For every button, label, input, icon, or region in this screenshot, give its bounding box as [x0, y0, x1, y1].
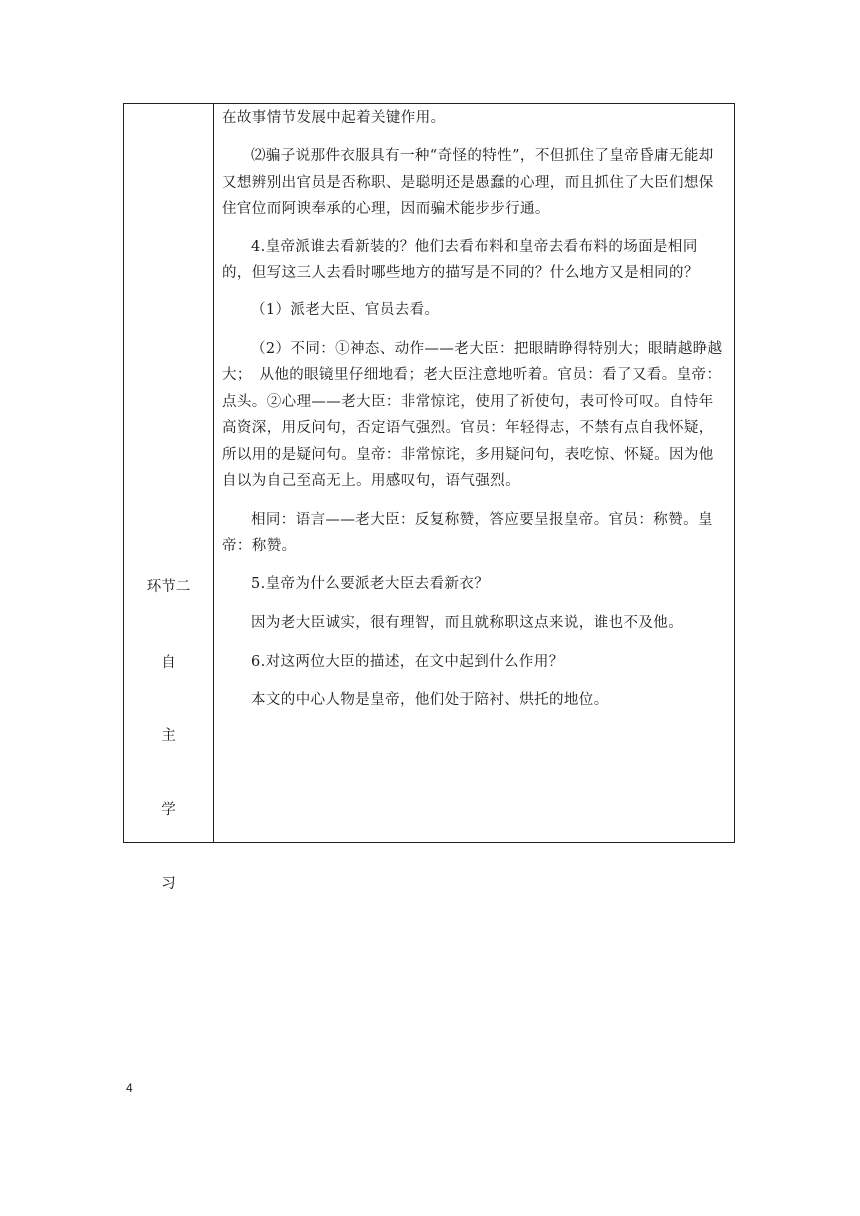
- answer: （1）派老大臣、官员去看。: [251, 301, 440, 318]
- section-char: 学: [161, 802, 176, 818]
- answer: 因为老大臣诚实，很有理智，而且就称职这点来说，谁也不及他。: [251, 614, 684, 631]
- answer: 本文的中心人物是皇帝，他们处于陪衬、烘托的地位。: [251, 691, 609, 708]
- page-number: 4: [126, 1081, 133, 1095]
- section-char: 主: [161, 728, 176, 744]
- section-label-cell: [124, 104, 214, 892]
- question-5: 5.皇帝为什么要派老大臣去看新衣？: [251, 575, 490, 592]
- section-char: 自: [161, 655, 176, 671]
- paragraph: ⑵骗子说那件衣服具有一种“奇怪的特性”，不但抓住了皇帝昏庸无能却又想辨别出官员是否称职、是聪明还是愚蠢的心理，而且抓住了大臣们想保住官位而阿谀奉承的心理，因而骗术能步步行通。: [222, 148, 714, 217]
- answer: 相同：语言——老大臣：反复称赞，答应要呈报皇帝。官员：称赞。皇帝：称赞。: [222, 511, 713, 554]
- question-6: 6.对这两位大臣的描述，在文中起到什么作用？: [251, 653, 564, 670]
- paragraph: 在故事情节发展中起着关键作用。: [222, 110, 446, 126]
- content-cell: [214, 104, 734, 842]
- section-char: 习: [161, 876, 176, 892]
- question-4: 4.皇帝派谁去看新装的？他们去看布料和皇帝去看布料的场面是相同的，但写这三人去看时哪些地方的描写是不同的？什么地方又是相同的？: [222, 238, 699, 281]
- section-title: 环节二: [146, 579, 191, 595]
- content-table: [123, 103, 735, 892]
- answer: （2）不同：①神态、动作——老大臣：把眼睛睁得特别大；眼睛越睁越大； 从他的眼镜里仔细地看；老大臣注意地听着。官员：看了又看。皇帝：点头。②心理——老大臣：非常惊诧，使用了祈使句，表可怜可叹。自恃年高资深，用反问句，否定语气强烈。官员：年轻得志，不禁有点自我怀疑，所以用的是疑问句。皇帝：非常惊诧，多用疑问句，表吃惊、怀疑。因为他自以为自己至高无上。用感叹句，语气强烈。: [222, 340, 723, 489]
